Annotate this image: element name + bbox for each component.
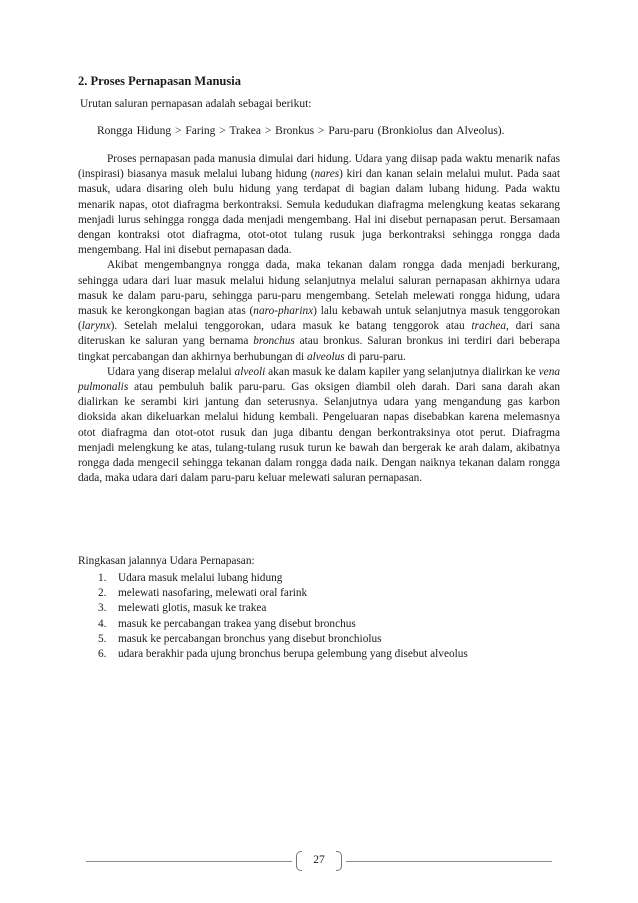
paragraph-1: Proses pernapasan pada manusia dimulai dari hidung. Udara yang diisap pada waktu menarik nafas (inspirasi) biasanya masuk melalui lubang hidung (nares) kiri dan kanan selain melalui mulut. Pada saat masuk, udara disaring oleh bulu hidung yang terdapat di bagian dalam lubang hidung. Pada waktu menarik napas, otot diafragma berkontraksi. Semula kedudukan diafragma melengkung keatas sekarang menjadi lurus sehingga rongga dada menjadi mengembang. Hal ini disebut pernapasan perut. Bersamaan dengan kontraksi otot diafragma, otot-otot tulang rusuk juga berkontraksi sehingga rongga dada mengembang. Hal ini disebut pernapasan dada. <box>78 153 560 257</box>
page-number: 27 <box>313 854 325 866</box>
respiratory-route: Rongga Hidung > Faring > Trakea > Bronkus > Paru-paru (Bronkiolus dan Alveolus). <box>97 125 505 137</box>
footer-rule-right <box>346 861 552 862</box>
summary-title: Ringkasan jalannya Udara Pernapasan: <box>78 555 255 567</box>
list-item: 5. masuk ke percabangan bronchus yang disebut bronchiolus <box>98 632 382 645</box>
paragraph-2: Akibat mengembangnya rongga dada, maka tekanan dalam rongga dada menjadi berkurang, sehingga udara dari luar masuk melalui hidung selanjutnya melalui saluran pernapasan akhirnya udara masuk ke dalam paru-paru, sehingga paru-paru mengembang. Setelah melewati rongga hidung, udara masuk ke kerongkongan bagian atas (naro-pharinx) lalu kebawah untuk selanjutnya masuk tenggorokan (larynx). Setelah melalui tenggorokan, udara masuk ke batang tenggorok atau trachea, dari sana diteruskan ke saluran yang bernama bronchus atau bronkus. Saluran bronkus ini terdiri dari beberapa tingkat percabangan dan akhirnya berhubungan di alveolus di paru-paru. <box>78 259 561 363</box>
paragraph-3: Udara yang diserap melalui alveoli akan masuk ke dalam kapiler yang selanjutnya dialirkan ke vena pulmonalis atau pembuluh balik paru-paru. Gas oksigen diambil oleh darah. Dari sana darah akan dialirkan ke serambi kiri jantung dan seterusnya. Selanjutnya udara yang mengandung gas karbon dioksida akan dikeluarkan melalui hidung kembali. Pengeluaran napas disebabkan karena melemasnya otot diafragma dan otot-otot rusuk dan juga dibantu dengan berkontraksinya otot perut. Diafragma menjadi melengkung ke atas, tulang-tulang rusuk turun ke bawah dan bergerak ke arah dalam, akibatnya rongga dada mengecil sehingga tekanan dalam rongga dada naik. Dengan naiknya tekanan dalam rongga dada, maka udara dari dalam paru-paru keluar melewati saluran pernapasan. <box>78 365 560 485</box>
page-number-bracket-right <box>336 851 342 871</box>
list-item: 3. melewati glotis, masuk ke trakea <box>98 602 267 615</box>
summary-list <box>78 571 560 662</box>
list-item: 6. udara berakhir pada ujung bronchus berupa gelembung yang disebut alveolus <box>98 648 468 661</box>
list-item: 1. Udara masuk melalui lubang hidung <box>98 572 283 584</box>
body-text <box>78 152 560 486</box>
footer-rule-left <box>86 861 292 862</box>
intro-sentence: Urutan saluran pernapasan adalah sebagai berikut: <box>80 98 312 110</box>
section-heading: 2. Proses Pernapasan Manusia <box>78 74 241 88</box>
list-item: 4. masuk ke percabangan trakea yang disebut bronchus <box>98 617 356 630</box>
list-item: 2. melewati nasofaring, melewati oral farink <box>98 587 308 600</box>
